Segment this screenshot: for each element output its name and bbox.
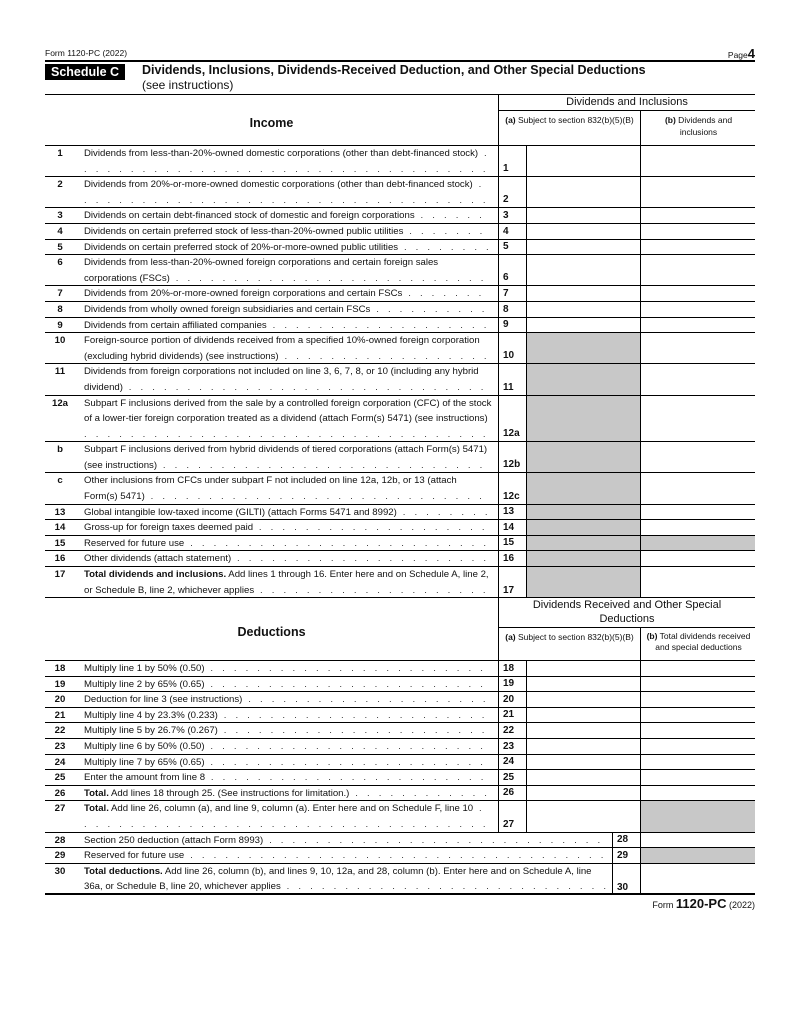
line-11 — [45, 364, 755, 395]
dot-leader: . . . . . . . — [409, 225, 486, 237]
line-number: 10 — [54, 335, 66, 347]
schedule-title: Dividends, Inclusions, Dividends-Received Deduction, and Other Special Deductions — [142, 63, 646, 77]
line-description-bold: Total. — [84, 787, 109, 799]
line-box-label: 29 — [612, 848, 640, 863]
line-7-column-b-input[interactable] — [640, 286, 755, 301]
line-box-label: 13 — [498, 505, 526, 520]
line-22 — [45, 723, 755, 739]
line-17 — [45, 567, 755, 598]
line-6-column-a-input[interactable] — [526, 255, 640, 285]
line-10-column-b-input[interactable] — [640, 333, 755, 363]
line-26-column-a-input[interactable] — [526, 786, 640, 801]
line-9-column-b-input[interactable] — [640, 318, 755, 333]
line-description-text: Dividends from less-than-20%-owned foreign corporations and certain foreign sales corporations (FSCs) — [84, 257, 439, 284]
line-box-label: 25 — [498, 770, 526, 785]
line-description — [84, 708, 492, 724]
line-box-label: 24 — [498, 755, 526, 770]
line-5-column-b-input[interactable] — [640, 240, 755, 255]
line-description — [84, 318, 492, 334]
line-18 — [45, 661, 755, 677]
dot-leader: . . . . . . . . . . . . . . . . . . . . . . . . — [210, 740, 487, 752]
line-30 — [45, 864, 755, 895]
line-description — [84, 770, 492, 786]
line-number: 25 — [54, 772, 66, 784]
line-box-label: 27 — [498, 801, 526, 831]
page-label: Page — [727, 50, 748, 60]
dot-leader: . . . . . . . . . . . . . . . . . . . . . . . . . . . . . . . . . . . — [84, 428, 489, 440]
divider — [45, 60, 755, 62]
line-description — [84, 302, 492, 318]
line-box-label: 9 — [498, 318, 526, 333]
line-29 — [45, 848, 755, 864]
line-description — [84, 661, 492, 677]
line-8-column-b-input[interactable] — [640, 302, 755, 317]
group-title: Dividends and Inclusions — [499, 95, 755, 111]
dot-leader: . . . . . . . . . . . . . . . . . . . . . . . . . . . . . . . . . . . . — [84, 179, 489, 206]
line-27-column-a-input[interactable] — [526, 801, 640, 831]
line-20 — [45, 692, 755, 708]
line-20-column-b-input[interactable] — [640, 692, 755, 707]
line-description — [84, 255, 492, 286]
line-description — [84, 848, 612, 864]
dot-leader: . . . . . . . . . . . . . . . . . . . . . . . . . . . . — [286, 881, 610, 893]
dot-leader: . . . . . . . . . . . . — [355, 787, 491, 799]
page-number — [728, 46, 755, 61]
line-number: 29 — [54, 850, 66, 862]
line-4-column-b-input[interactable] — [640, 224, 755, 239]
line-2 — [45, 177, 755, 208]
line-4-column-a-input[interactable] — [526, 224, 640, 239]
line-10 — [45, 333, 755, 364]
line-28 — [45, 833, 755, 849]
line-description — [84, 677, 492, 693]
line-description-text: Multiply line 7 by 65% (0.65) — [84, 756, 205, 768]
line-16 — [45, 551, 755, 567]
line-number: 8 — [57, 303, 63, 315]
line-box-label: 5 — [498, 240, 526, 255]
line-number: 26 — [54, 787, 66, 799]
line-24-column-a-input[interactable] — [526, 755, 640, 770]
line-1-column-a-input[interactable] — [526, 146, 640, 176]
line-number: c — [57, 475, 63, 487]
column-a-header: (a) Subject to section 832(b)(5)(B) — [505, 115, 634, 125]
line-description-text: Deduction for line 3 (see instructions) — [84, 694, 243, 706]
line-number: 16 — [54, 553, 66, 565]
line-27 — [45, 801, 755, 832]
line-description-text: Dividends from foreign corporations not included on line 3, 6, 7, 8, or 10 (including any hybrid dividend) — [84, 366, 479, 393]
line-description — [84, 442, 492, 473]
line-description-text: Dividends on certain preferred stock of 20%-or-more-owned public utilities — [84, 241, 399, 253]
line-description-text: Subpart F inclusions derived from the sale by a controlled foreign corporation (CFC) of the stock of a lower-tier foreign corporation treated as a dividend (attach Form(s) 5471) (see instructions) — [84, 397, 492, 425]
line-number: 15 — [54, 537, 66, 549]
line-6-column-b-input[interactable] — [640, 255, 755, 285]
dot-leader: . . . . . . . . — [402, 506, 491, 518]
line-24 — [45, 755, 755, 771]
line-description — [84, 833, 612, 849]
line-description-text: Multiply line 4 by 23.3% (0.233) — [84, 709, 218, 721]
dot-leader: . . . . . . . . . . . . . . . . . . . . . . . . . . . . — [162, 459, 486, 471]
page-number-value: 4 — [747, 46, 755, 61]
dot-leader: . . . . . . . . . . . . . . . . . . . . . . . . . . . — [175, 272, 487, 284]
line-description — [84, 333, 492, 364]
line-11-column-a-shaded — [526, 364, 640, 394]
line-box-label: 17 — [498, 567, 526, 598]
line-19-column-a-input[interactable] — [526, 677, 640, 692]
dot-leader: . . . . . . . . . . . . . . . . . . . . . . . . . . . . . . . — [128, 381, 487, 393]
line-description — [84, 739, 492, 755]
line-14-column-b-input[interactable] — [640, 520, 755, 535]
line-number: 27 — [54, 803, 66, 815]
dot-leader: . . . . . . . . . . . . . . . . . . . . . . . . — [210, 663, 487, 674]
line-number: 30 — [54, 865, 66, 877]
line-22-column-a-input[interactable] — [526, 723, 640, 738]
dot-leader: . . . . . . . . . . . . . . . . . . . . . . . . . . . . . — [150, 491, 485, 503]
line-description — [84, 473, 492, 504]
line-1-column-b-input[interactable] — [640, 146, 755, 176]
column-a-header: (a) Subject to section 832(b)(5)(B) — [505, 632, 634, 642]
line-description — [84, 692, 492, 708]
dot-leader: . . . . . . . . . . . . . . . . . . . . — [258, 522, 488, 534]
line-number: 22 — [54, 725, 66, 737]
dot-leader: . . . . . . . . . . . . . . . . . . . . . . . . — [210, 772, 487, 784]
line-11-column-b-input[interactable] — [640, 364, 755, 394]
line-28-column-b-input[interactable] — [640, 833, 755, 848]
line-1 — [45, 146, 755, 177]
line-23-column-b-input[interactable] — [640, 739, 755, 754]
line-number: 1 — [57, 148, 63, 159]
line-12b-column-b-input[interactable] — [640, 442, 755, 472]
line-description-text: Dividends from 20%-or-more-owned domestic corporations (other than debt-financed stock) — [84, 179, 473, 191]
line-26-column-b-input[interactable] — [640, 786, 755, 801]
dot-leader: . . . . . . . . . . . . . . . . . . . . . . . . . . — [190, 537, 490, 549]
dot-leader: . . . . . . . . . . . . . . . . . . . . . . . — [223, 725, 488, 737]
line-12c — [45, 473, 755, 504]
line-16-column-b-input[interactable] — [640, 551, 755, 566]
column-b-header: (b) Total dividends received and special deductions — [640, 628, 756, 660]
form-footer: Form 1120-PC (2022) — [652, 896, 755, 911]
line-description-text: Add lines 1 through 16. Enter here and on Schedule A, line 2, or Schedule B, line 2, whichever applies — [84, 569, 489, 596]
line-description — [84, 567, 492, 598]
line-27-column-b-shaded — [640, 801, 755, 831]
line-19-column-b-input[interactable] — [640, 677, 755, 692]
line-box-label: 12a — [498, 396, 526, 442]
line-description-text: Foreign-source portion of dividends received from a specified 10%-owned foreign corporation (excluding hybrid dividends) (see instructions) — [84, 335, 480, 362]
line-number: 5 — [57, 241, 63, 253]
dot-leader: . . . . . . . . . . . . . . . . . . . . . . . . — [210, 678, 487, 690]
line-9 — [45, 318, 755, 334]
line-description-text: Add lines 18 through 25. (See instructions for limitation.) — [108, 787, 350, 799]
line-description-text: Enter the amount from line 8 — [84, 772, 206, 784]
deduction-lines — [45, 660, 755, 895]
line-17-column-a-shaded — [526, 567, 640, 598]
line-24-column-b-input[interactable] — [640, 755, 755, 770]
line-21 — [45, 708, 755, 724]
line-10-column-a-shaded — [526, 333, 640, 363]
dot-leader: . . . . . . . . — [403, 241, 492, 253]
line-14 — [45, 520, 755, 536]
line-12a-column-a-shaded — [526, 396, 640, 442]
line-number: 13 — [54, 506, 66, 518]
line-box-label: 18 — [498, 661, 526, 676]
line-box-label: 21 — [498, 708, 526, 723]
line-description-text: Dividends from 20%-or-more-owned foreign corporations and certain FSCs — [84, 288, 403, 300]
line-25-column-b-input[interactable] — [640, 770, 755, 785]
line-description-text: Multiply line 6 by 50% (0.50) — [84, 740, 205, 752]
line-box-label: 23 — [498, 739, 526, 754]
line-2-column-a-input[interactable] — [526, 177, 640, 207]
line-description-text: Multiply line 5 by 26.7% (0.267) — [84, 725, 218, 737]
dot-leader: . . . . . . . . . . . . . . . . . . . . . . — [237, 553, 490, 565]
line-14-column-a-shaded — [526, 520, 640, 535]
line-15-column-a-shaded — [526, 536, 640, 551]
line-12b-column-a-shaded — [526, 442, 640, 472]
line-3 — [45, 208, 755, 224]
line-description — [84, 396, 492, 443]
line-12a — [45, 396, 755, 443]
line-description-text: Reserved for future use — [84, 850, 185, 862]
line-box-label: 1 — [498, 146, 526, 176]
line-5-column-a-input[interactable] — [526, 240, 640, 255]
line-7-column-a-input[interactable] — [526, 286, 640, 301]
line-description — [84, 505, 492, 521]
line-13-column-b-input[interactable] — [640, 505, 755, 520]
line-12a-column-b-input[interactable] — [640, 396, 755, 442]
line-number: 12a — [51, 397, 68, 409]
line-21-column-b-input[interactable] — [640, 708, 755, 723]
line-23 — [45, 739, 755, 755]
line-23-column-a-input[interactable] — [526, 739, 640, 754]
line-number: 6 — [57, 257, 63, 269]
dot-leader: . . . . . . . . . . . . . . . . . . . . . . . . . . . . . . . . . . . . — [84, 148, 490, 175]
deductions-title: Deductions — [237, 625, 306, 639]
line-13-column-a-shaded — [526, 505, 640, 520]
line-box-label: 15 — [498, 536, 526, 551]
line-box-label: 10 — [498, 333, 526, 363]
line-box-label: 14 — [498, 520, 526, 535]
income-lines — [45, 145, 755, 598]
deductions-header — [45, 597, 755, 660]
line-3-column-b-input[interactable] — [640, 208, 755, 223]
line-description-text: Dividends from less-than-20%-owned domestic corporations (other than debt-financed stock) — [84, 148, 479, 159]
line-description-text: Other inclusions from CFCs under subpart F not included on line 12a, 12b, or 13 (attach Form(s) 5471) — [84, 475, 457, 503]
dot-leader: . . . . . . . . . . . . . . . . . . . . . . . . . . . . . — [269, 834, 604, 846]
line-box-label: 3 — [498, 208, 526, 223]
income-header — [45, 94, 755, 145]
line-number: 28 — [54, 834, 66, 846]
line-description-text: Dividends on certain preferred stock of less-than-20%-owned public utilities — [84, 225, 404, 237]
line-number: 14 — [54, 522, 66, 534]
line-box-label: 4 — [498, 224, 526, 239]
line-box-label: 30 — [612, 864, 640, 895]
line-description — [84, 224, 492, 240]
line-15 — [45, 536, 755, 552]
line-description-text: Multiply line 2 by 65% (0.65) — [84, 678, 205, 690]
line-description-text: Gross-up for foreign taxes deemed paid — [84, 522, 254, 534]
line-number: 24 — [54, 756, 66, 768]
line-description-text: Reserved for future use — [84, 537, 185, 549]
dot-leader: . . . . . . . . . . . . . . . . . . . . . — [248, 694, 489, 706]
line-box-label: 19 — [498, 677, 526, 692]
dot-leader: . . . . . . . — [408, 288, 485, 300]
schedule-subtitle: (see instructions) — [142, 78, 234, 92]
line-box-label: 2 — [498, 177, 526, 207]
line-12c-column-a-shaded — [526, 473, 640, 503]
dot-leader: . . . . . . . . . . . . . . . . . . . — [272, 319, 490, 331]
line-box-label: 6 — [498, 255, 526, 285]
line-description-text: Subpart F inclusions derived from hybrid dividends of tiered corporations (attach Form(s) 5471) (see instructions) — [84, 444, 488, 471]
line-description-bold: Total deductions. — [84, 865, 163, 877]
line-22-column-b-input[interactable] — [640, 723, 755, 738]
line-description — [84, 786, 492, 802]
line-5 — [45, 240, 755, 256]
line-box-label: 8 — [498, 302, 526, 317]
line-25 — [45, 770, 755, 786]
dot-leader: . . . . . . . . . . . . . . . . . . . . . . . — [223, 709, 488, 721]
line-box-label: 11 — [498, 364, 526, 394]
line-box-label: 7 — [498, 286, 526, 301]
line-13 — [45, 505, 755, 521]
line-description — [84, 536, 492, 552]
line-description-text: Dividends on certain debt-financed stock of domestic and foreign corporations — [84, 210, 415, 222]
dot-leader: . . . . . . . . . . . . . . . . . . . . . . . . . . . . . . . . . . . . — [84, 803, 489, 830]
line-number: 4 — [57, 225, 63, 237]
schedule-tag: Schedule C — [45, 64, 125, 80]
form-reference: Form 1120-PC (2022) — [45, 48, 128, 58]
dot-leader: . . . . . . . . . . — [376, 303, 488, 315]
line-number: 21 — [54, 709, 66, 721]
line-number: 7 — [57, 288, 63, 300]
line-box-label: 12c — [498, 473, 526, 503]
line-number: 23 — [54, 740, 66, 752]
line-number: 20 — [54, 694, 66, 706]
line-description — [84, 864, 612, 895]
line-description — [84, 286, 492, 302]
line-box-label: 12b — [498, 442, 526, 472]
line-description — [84, 551, 492, 567]
line-number: 2 — [57, 179, 63, 191]
line-3-column-a-input[interactable] — [526, 208, 640, 223]
line-description-text: Global intangible low-taxed income (GILTI) (attach Forms 5471 and 8992) — [84, 506, 397, 518]
line-description — [84, 801, 492, 832]
line-number: 18 — [54, 663, 66, 674]
line-8 — [45, 302, 755, 318]
line-description-bold: Total dividends and inclusions. — [84, 569, 227, 581]
line-number: 3 — [57, 210, 63, 222]
income-group-header — [498, 95, 755, 145]
line-18-column-a-input[interactable] — [526, 661, 640, 676]
line-number: b — [57, 444, 63, 456]
line-number: 9 — [57, 319, 63, 331]
line-description — [84, 755, 492, 771]
line-2-column-b-input[interactable] — [640, 177, 755, 207]
deductions-group-header — [498, 597, 755, 660]
line-description — [84, 520, 492, 536]
line-description — [84, 146, 492, 177]
dot-leader: . . . . . . . . . . . . . . . . . . . . . . . . . . . . . . . . . . . . — [190, 850, 607, 862]
line-number: 17 — [54, 569, 66, 581]
line-description-bold: Total. — [84, 803, 109, 815]
line-box-label: 22 — [498, 723, 526, 738]
line-box-label: 28 — [612, 833, 640, 848]
line-30-column-b-input[interactable] — [640, 864, 755, 895]
line-description-text: Dividends from certain affiliated companies — [84, 319, 267, 331]
line-21-column-a-input[interactable] — [526, 708, 640, 723]
line-number: 19 — [54, 678, 66, 690]
line-19 — [45, 677, 755, 693]
line-4 — [45, 224, 755, 240]
line-box-label: 26 — [498, 786, 526, 801]
line-18-column-b-input[interactable] — [640, 661, 755, 676]
dot-leader: . . . . . . . . . . . . . . . . . . . . — [259, 584, 489, 596]
group-title: Dividends Received and Other Special Deductions — [499, 597, 755, 628]
line-8-column-a-input[interactable] — [526, 302, 640, 317]
line-description-text: Add line 26, column (a), and line 9, column (a). Enter here and on Schedule F, line 10 — [108, 803, 474, 815]
line-9-column-a-input[interactable] — [526, 318, 640, 333]
dot-leader: . . . . . . . . . . . . . . . . . . — [284, 350, 490, 362]
line-17-column-b-input[interactable] — [640, 567, 755, 598]
dot-leader: . . . . . . . . . . . . . . . . . . . . . . . . — [210, 756, 487, 768]
line-25-column-a-input[interactable] — [526, 770, 640, 785]
line-6 — [45, 255, 755, 286]
line-description-text: Other dividends (attach statement) — [84, 553, 232, 565]
line-29-column-b-shaded — [640, 848, 755, 863]
divider — [45, 893, 755, 895]
line-description — [84, 364, 492, 395]
line-7 — [45, 286, 755, 302]
line-15-column-b-shaded — [640, 536, 755, 551]
income-title: Income — [249, 116, 294, 130]
line-number: 11 — [54, 366, 66, 378]
line-description — [84, 723, 492, 739]
line-description-text: Add line 26, column (b), and lines 9, 10, 12a, and 28, column (b). Enter here and on Schedule A, line 36a, or Schedule B, line 20, whichever applies — [84, 865, 592, 893]
line-26 — [45, 786, 755, 802]
line-16-column-a-shaded — [526, 551, 640, 566]
column-b-header: (b) Dividends and inclusions — [640, 111, 756, 146]
dot-leader: . . . . . . — [420, 210, 486, 222]
line-20-column-a-input[interactable] — [526, 692, 640, 707]
line-box-label: 16 — [498, 551, 526, 566]
line-box-label: 20 — [498, 692, 526, 707]
line-description — [84, 177, 492, 208]
line-12b — [45, 442, 755, 473]
line-description-text: Multiply line 1 by 50% (0.50) — [84, 663, 205, 674]
line-description — [84, 208, 492, 224]
line-description-text: Section 250 deduction (attach Form 8993) — [84, 834, 264, 846]
line-description — [84, 240, 492, 256]
line-description-text: Dividends from wholly owned foreign subsidiaries and certain FSCs — [84, 303, 371, 315]
line-12c-column-b-input[interactable] — [640, 473, 755, 503]
